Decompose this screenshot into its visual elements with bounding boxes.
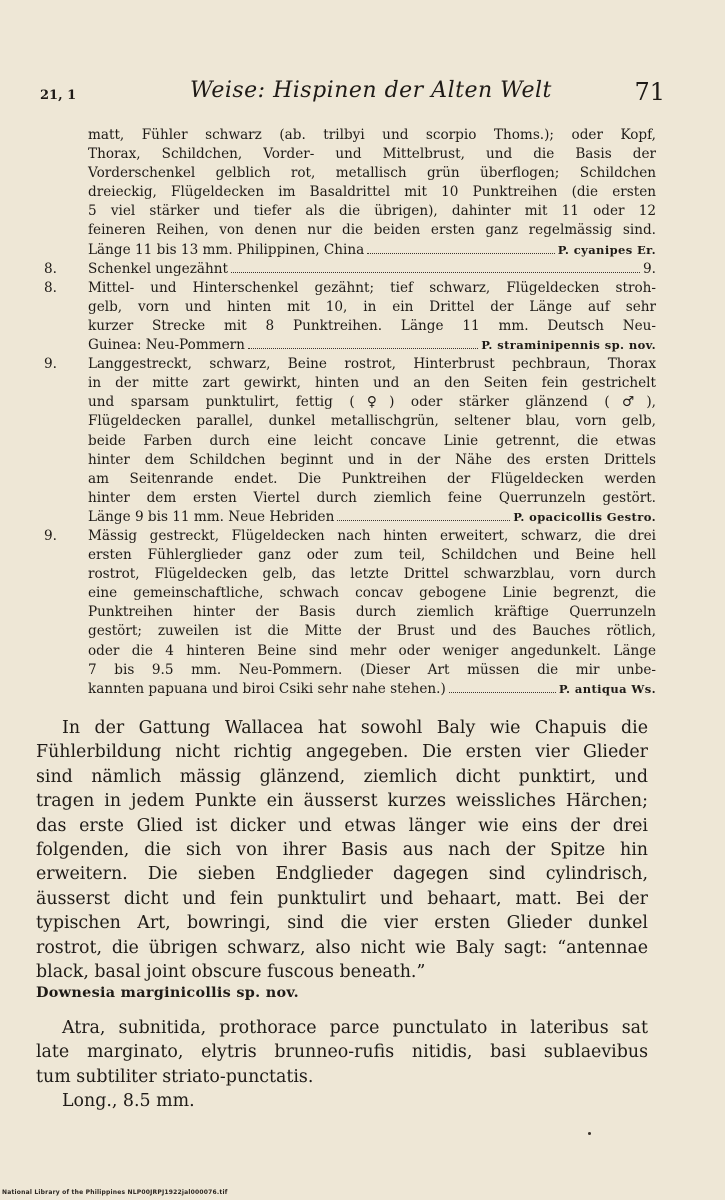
key-line: ersten Fühlerglieder ganz oder zum teil, Schildchen und Beine hell — [88, 547, 656, 564]
key-line: oder die 4 hinteren Beine sind mehr oder weniger angedunkelt. Länge — [88, 642, 656, 659]
key-line-last — [88, 508, 656, 527]
paragraph-line: das erste Glied ist dicker und etwas länger wie eins der drei — [36, 815, 648, 836]
running-title: Weise: Hispinen der Alten Welt — [190, 78, 552, 103]
key-line-text: Länge 11 bis 13 mm. Philippinen, China — [88, 241, 365, 258]
paragraph-line: sind nämlich mässig glänzend, ziemlich dicht punktirt, und — [36, 766, 648, 787]
key-line: hinter dem ersten Viertel durch ziemlich feine Querrunzeln gestört. — [88, 489, 656, 506]
species-name: P. antiqua Ws. — [558, 681, 656, 696]
key-line-text: kannten papuana und biroi Csiki sehr nahe stehen.) — [88, 680, 446, 697]
key-entry-8b — [44, 279, 656, 355]
couplet-reference: 9. — [643, 260, 656, 277]
latin-line: late marginato, elytris brunneo-rufis nitidis, basi sublaevibus — [36, 1042, 648, 1063]
species-name: P. cyanipes Er. — [557, 242, 656, 257]
latin-description — [36, 1016, 648, 1114]
dot-leader — [337, 519, 510, 521]
key-entry-continued — [44, 126, 656, 260]
length-line: Long., 8.5 mm. — [62, 1091, 195, 1112]
volume-number: 21, 1 — [40, 88, 77, 103]
key-line: kurzer Strecke mit 8 Punktreihen. Länge 11 mm. Deutsch Neu- — [88, 317, 656, 334]
dot-leader — [248, 347, 478, 349]
key-line-last — [88, 260, 656, 279]
key-line: feineren Reihen, von denen nur die beiden ersten ganz regelmässig sind. — [88, 222, 656, 239]
key-line-text: Schenkel ungezähnt — [88, 260, 228, 277]
key-line: Thorax, Schildchen, Vorder- und Mittelbrust, und die Basis der — [88, 146, 656, 163]
species-heading: Downesia marginicollis sp. nov. — [36, 984, 299, 1001]
dot-leader — [449, 691, 556, 693]
key-entry-9a — [44, 355, 656, 527]
key-line: eine gemeinschaftliche, schwach concav gebogene Linie begrenzt, die — [88, 585, 656, 602]
latin-line: tum subtiliter striato-punctatis. — [36, 1066, 314, 1087]
paragraph-line: black, basal joint obscure fuscous beneath.” — [36, 962, 426, 983]
key-line: und sparsam punktulirt, fettig (♀) oder stärker glänzend (♂), — [88, 394, 656, 411]
key-line-last — [88, 680, 656, 699]
key-entry-9b — [44, 527, 656, 699]
key-line: Punktreihen hinter der Basis durch ziemlich kräftige Querrunzeln — [88, 604, 656, 621]
dot-leader — [367, 252, 555, 254]
key-entry-8a — [44, 260, 656, 279]
key-line-last — [88, 336, 656, 355]
key-line: am Seitenrande endet. Die Punktreihen der Flügeldecken werden — [88, 470, 656, 487]
paragraph-line: rostrot, die übrigen schwarz, also nicht wie Baly sagt: “antennae — [36, 937, 648, 958]
key-line: Mässig gestreckt, Flügeldecken nach hinten erweitert, schwarz, die drei — [88, 527, 656, 544]
species-name: P. straminipennis sp. nov. — [481, 338, 656, 353]
couplet-number: 9. — [44, 527, 57, 544]
key-line: matt, Fühler schwarz (ab. trilbyi und scorpio Thoms.); oder Kopf, — [88, 127, 656, 143]
ink-speck — [588, 1132, 591, 1135]
paragraph-line: Fühlerbildung nicht richtig angegeben. Die ersten vier Glieder — [36, 742, 648, 763]
paragraph-line: äusserst dicht und fein punktulirt und behaart, matt. Bei der — [36, 888, 648, 909]
key-line: hinter dem Schildchen beginnt und in der Nähe des ersten Drittels — [88, 451, 656, 468]
key-line: Langgestreckt, schwarz, Beine rostrot, Hinterbrust pechbraun, Thorax — [88, 356, 656, 373]
key-line: Mittel- und Hinterschenkel gezähnt; tief schwarz, Flügeldecken stroh- — [88, 279, 656, 296]
paragraph-line: typischen Art, bowringi, sind die vier ersten Glieder dunkel — [36, 913, 648, 934]
key-line: 7 bis 9.5 mm. Neu-Pommern. (Dieser Art müssen die mir unbe- — [88, 661, 656, 678]
key-line: rostrot, Flügeldecken gelb, das letzte Drittel schwarzblau, vorn durch — [88, 566, 656, 583]
couplet-number: 8. — [44, 260, 57, 277]
page-number: 71 — [634, 78, 665, 106]
key-line-text: Guinea: Neu-Pommern — [88, 337, 245, 354]
paragraph-line: In der Gattung Wallacea hat sowohl Baly wie Chapuis die — [62, 718, 648, 738]
key-line: gestört; zuweilen ist die Mitte der Brust und des Bauches rötlich, — [88, 623, 656, 640]
dot-leader — [231, 271, 640, 273]
latin-line: Atra, subnitida, prothorace parce punctulato in lateribus sat — [62, 1018, 648, 1038]
couplet-number: 9. — [44, 356, 57, 373]
key-line: 5 viel stärker und tiefer als die übrigen), dahinter mit 11 oder 12 — [88, 203, 656, 220]
page-header — [40, 78, 665, 114]
body-paragraph — [36, 716, 648, 984]
key-line: beide Farben durch eine leicht concave Linie getrennt, die etwas — [88, 432, 656, 449]
scan-footer: National Library of the Philippines NLP00JRPJ1922jal000076.tif — [2, 1189, 228, 1196]
paragraph-line: folgenden, die sich von ihrer Basis aus nach der Spitze hin — [36, 840, 648, 861]
species-name: P. opacicollis Gestro. — [513, 509, 656, 524]
paragraph-line: tragen in jedem Punkte ein äusserst kurzes weissliches Härchen; — [36, 791, 648, 812]
key-line-text: Länge 9 bis 11 mm. Neue Hebriden — [88, 508, 335, 525]
key-line: Vorderschenkel gelblich rot, metallisch grün überflogen; Schildchen — [88, 165, 656, 182]
key-line: dreieckig, Flügeldecken im Basaldrittel mit 10 Punktreihen (die ersten — [88, 184, 656, 201]
key-line: in der mitte zart gewirkt, hinten und an den Seiten fein gestrichelt — [88, 375, 656, 392]
key-line: Flügeldecken parallel, dunkel metallischgrün, seltener blau, vorn gelb, — [88, 413, 656, 430]
paragraph-line: erweitern. Die sieben Endglieder dagegen sind cylindrisch, — [36, 864, 648, 885]
key-line: gelb, vorn und hinten mit 10, in ein Drittel der Länge auf sehr — [88, 298, 656, 315]
couplet-number: 8. — [44, 279, 57, 296]
key-line-last — [88, 241, 656, 260]
identification-key — [44, 126, 656, 699]
